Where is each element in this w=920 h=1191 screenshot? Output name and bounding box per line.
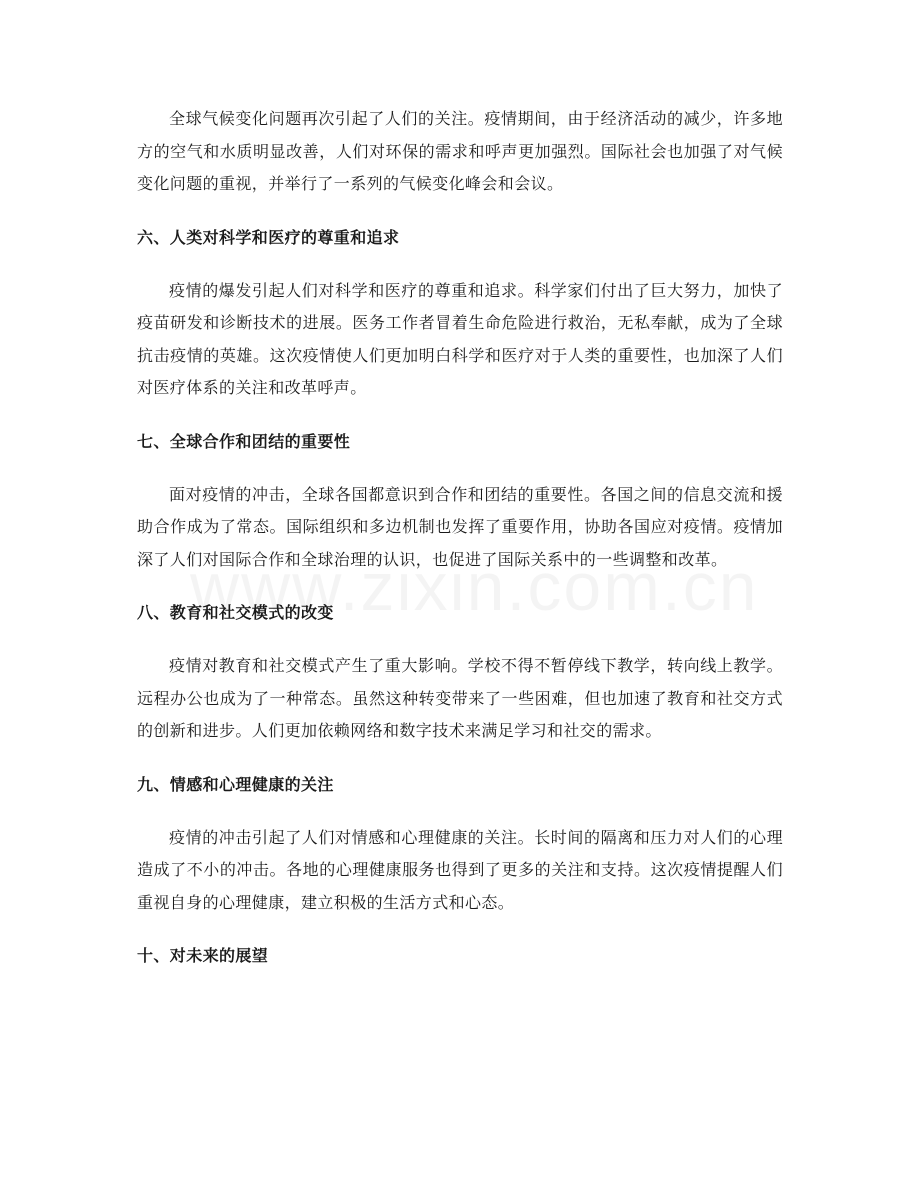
document-body <box>137 103 783 993</box>
section-heading-6: 六、人类对科学和医疗的尊重和追求 <box>137 227 400 247</box>
paragraph-6: 疫情的爆发引起人们对科学和医疗的尊重和追求。科学家们付出了巨大努力，加快了疫苗研发和诊断技术的进展。医务工作者冒着生命危险进行救治，无私奉献，成为了全球抗击疫情的英雄。这次疫情使人们更加明白科学和医疗对于人类的重要性，也加深了人们对医疗体系的关注和改革呼声。 <box>137 280 783 397</box>
section-heading-10: 十、对未来的展望 <box>137 946 269 965</box>
paragraph-9: 疫情的冲击引起了人们对情感和心理健康的关注。长时间的隔离和压力对人们的心理造成了不小的冲击。各地的心理健康服务也得到了更多的关注和支持。这次疫情提醒人们重视自身的心理健康，建立积极的生活方式和心态。 <box>137 827 783 912</box>
section-heading-8: 八、教育和社交模式的改变 <box>137 603 334 622</box>
paragraph-8: 疫情对教育和社交模式产生了重大影响。学校不得不暂停线下教学，转向线上教学。远程办公也成为了一种常态。虽然这种转变带来了一些困难，但也加速了教育和社交方式的创新和进步。人们更加依赖网络和数字技术来满足学习和社交的需求。 <box>137 656 783 740</box>
section-heading-7: 七、全球合作和团结的重要性 <box>137 431 351 451</box>
section-heading-9: 九、情感和心理健康的关注 <box>137 774 334 794</box>
paragraph-7: 面对疫情的冲击，全球各国都意识到合作和团结的重要性。各国之间的信息交流和援助合作成为了常态。国际组织和多边机制也发挥了重要作用，协助各国应对疫情。疫情加深了人们对国际合作和全球治理的认识，也促进了国际关系中的一些调整和改革。 <box>137 484 783 569</box>
paragraph-climate: 全球气候变化问题再次引起了人们的关注。疫情期间，由于经济活动的减少，许多地方的空气和水质明显改善，人们对环保的需求和呼声更加强烈。国际社会也加强了对气候变化问题的重视，并举行了一系列的气候变化峰会和会议。 <box>137 109 783 193</box>
